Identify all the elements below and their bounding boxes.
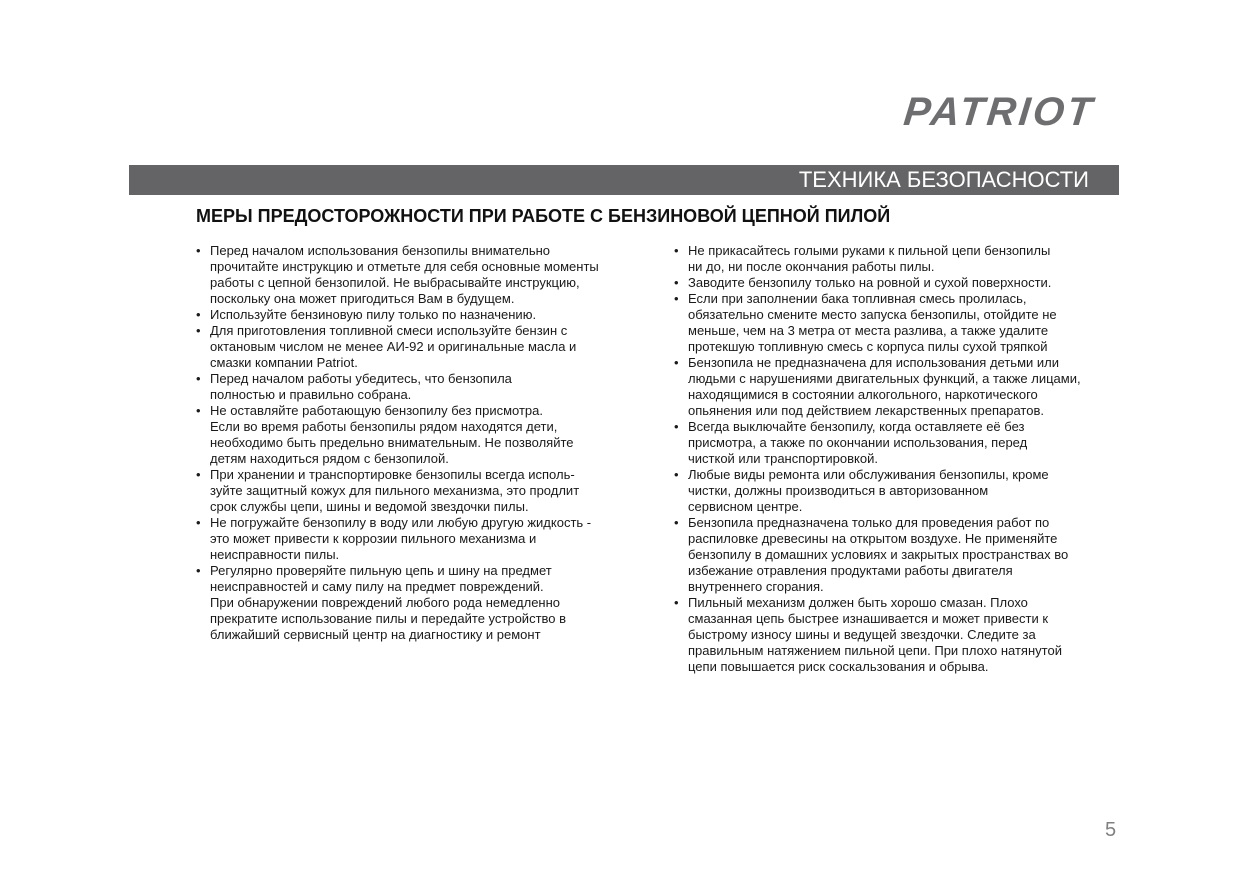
list-item-line: • Бензопила не предназначена для использования детьми или (688, 355, 1059, 370)
list-item-line: работы с цепной бензопилой. Не выбрасывайте инструкцию, (210, 275, 580, 290)
list-item-line: • Регулярно проверяйте пильную цепь и шину на предмет (210, 563, 552, 578)
list-item (674, 355, 1124, 419)
list-item (674, 595, 1124, 675)
list-item-line: При обнаружении повреждений любого рода немедленно (210, 595, 561, 610)
list-item-line: неисправности пилы. (210, 547, 340, 562)
list-item-line: Если во время работы бензопилы рядом находятся дети, (210, 419, 558, 434)
list-item-line: находящимися в состоянии алкогольного, наркотического (688, 387, 1038, 402)
list-item-line: ближайший сервисный центр на диагностику и ремонт (210, 627, 541, 642)
list-item-line: срок службы цепи, шины и ведомой звездочки пилы. (210, 499, 529, 514)
list-item (196, 307, 646, 323)
list-item-line: меньше, чем на 3 метра от места разлива, а также удалите (688, 323, 1049, 338)
patriot-logo: PATRIOT (901, 90, 1097, 134)
section-banner (129, 165, 1119, 195)
list-item-line: • Для приготовления топливной смеси используйте бензин с (210, 323, 568, 338)
list-item-line: • Заводите бензопилу только на ровной и сухой поверхности. (688, 275, 1052, 290)
list-item (674, 467, 1124, 515)
section-title: ТЕХНИКА БЕЗОПАСНОСТИ (798, 167, 1089, 192)
list-item (196, 323, 646, 371)
list-item-line: поскольку она может пригодиться Вам в будущем. (210, 291, 515, 306)
list-item-line: • Перед началом работы убедитесь, что бензопила (210, 371, 512, 386)
list-item-line: • Используйте бензиновую пилу только по назначению. (210, 307, 537, 322)
list-item-line: чистки, должны производиться в авторизованном (688, 483, 989, 498)
list-item-line: людьми с нарушениями двигательных функций, а также лицами, (688, 371, 1081, 386)
list-item-line: ни до, ни после окончания работы пилы. (688, 259, 935, 274)
left-column-list (196, 243, 646, 643)
list-item (196, 563, 646, 643)
list-item (196, 403, 646, 467)
list-item-line: внутреннего сгорания. (688, 579, 824, 594)
list-item-line: • Всегда выключайте бензопилу, когда оставляете её без (688, 419, 1025, 434)
list-item-line: бензопилу в домашних условиях и закрытых пространствах во (688, 547, 1069, 562)
list-item-line: • Не прикасайтесь голыми руками к пильной цепи бензопилы (688, 243, 1051, 258)
list-item-line: неисправностей и саму пилу на предмет повреждений. (210, 579, 544, 594)
page-number: 5 (1105, 819, 1117, 841)
list-item-line: • Если при заполнении бака топливная смесь пролилась, (688, 291, 1027, 306)
list-item (196, 371, 646, 403)
list-item-line: чисткой или транспортировкой. (688, 451, 878, 466)
list-item-line: • Бензопила предназначена только для проведения работ по (688, 515, 1050, 530)
list-item-line: • Пильный механизм должен быть хорошо смазан. Плохо (688, 595, 1028, 610)
list-item-line: присмотра, а также по окончании использования, перед (688, 435, 1028, 450)
list-item-line: октановым числом не менее АИ-92 и оригинальные масла и (210, 339, 577, 354)
list-item-line: полностью и правильно собрана. (210, 387, 412, 402)
page-heading: МЕРЫ ПРЕДОСТОРОЖНОСТИ ПРИ РАБОТЕ С БЕНЗИНОВОЙ ЦЕПНОЙ ПИЛОЙ (196, 206, 891, 226)
list-item (674, 515, 1124, 595)
list-item (674, 243, 1124, 275)
list-item-line: детям находиться рядом с бензопилой. (210, 451, 449, 466)
list-item-line: смазки компании Patriot. (210, 355, 358, 370)
list-item-line: распиловке древесины на открытом воздухе. Не применяйте (688, 531, 1058, 546)
list-item-line: это может привести к коррозии пильного механизма и (210, 531, 537, 546)
list-item-line: прочитайте инструкцию и отметьте для себя основные моменты (210, 259, 599, 274)
list-item-line: правильным натяжением пильной цепи. При плохо натянутой (688, 643, 1062, 658)
list-item (674, 291, 1124, 355)
list-item-line: протекшую топливную смесь с корпуса пилы сухой тряпкой (688, 339, 1048, 354)
list-item-line: быстрому износу шины и ведущей звездочки. Следите за (688, 627, 1036, 642)
list-item (196, 243, 646, 307)
list-item (674, 419, 1124, 467)
list-item-line: • Не оставляйте работающую бензопилу без присмотра. (210, 403, 543, 418)
list-item-line: • При хранении и транспортировке бензопилы всегда исполь- (210, 467, 575, 482)
list-item-line: • Перед началом использования бензопилы внимательно (210, 243, 551, 258)
list-item-line: необходимо быть предельно внимательным. Не позволяйте (210, 435, 574, 450)
list-item (196, 515, 646, 563)
list-item-line: цепи повышается риск соскальзования и обрыва. (688, 659, 989, 674)
list-item-line: смазанная цепь быстрее изнашивается и может привести к (688, 611, 1049, 626)
list-item-line: избежание отравления продуктами работы двигателя (688, 563, 1013, 578)
list-item-line: • Любые виды ремонта или обслуживания бензопилы, кроме (688, 467, 1049, 482)
list-item (196, 467, 646, 515)
right-column-list (674, 243, 1124, 675)
list-item-line: зуйте защитный кожух для пильного механизма, это продлит (210, 483, 580, 498)
list-item-line: обязательно смените место запуска бензопилы, отойдите не (688, 307, 1057, 322)
list-item-line: сервисном центре. (688, 499, 803, 514)
list-item-line: прекратите использование пилы и передайте устройство в (210, 611, 567, 626)
list-item (674, 275, 1124, 291)
list-item-line: опьянения или под действием лекарственных препаратов. (688, 403, 1044, 418)
list-item-line: • Не погружайте бензопилу в воду или любую другую жидкость - (210, 515, 592, 530)
